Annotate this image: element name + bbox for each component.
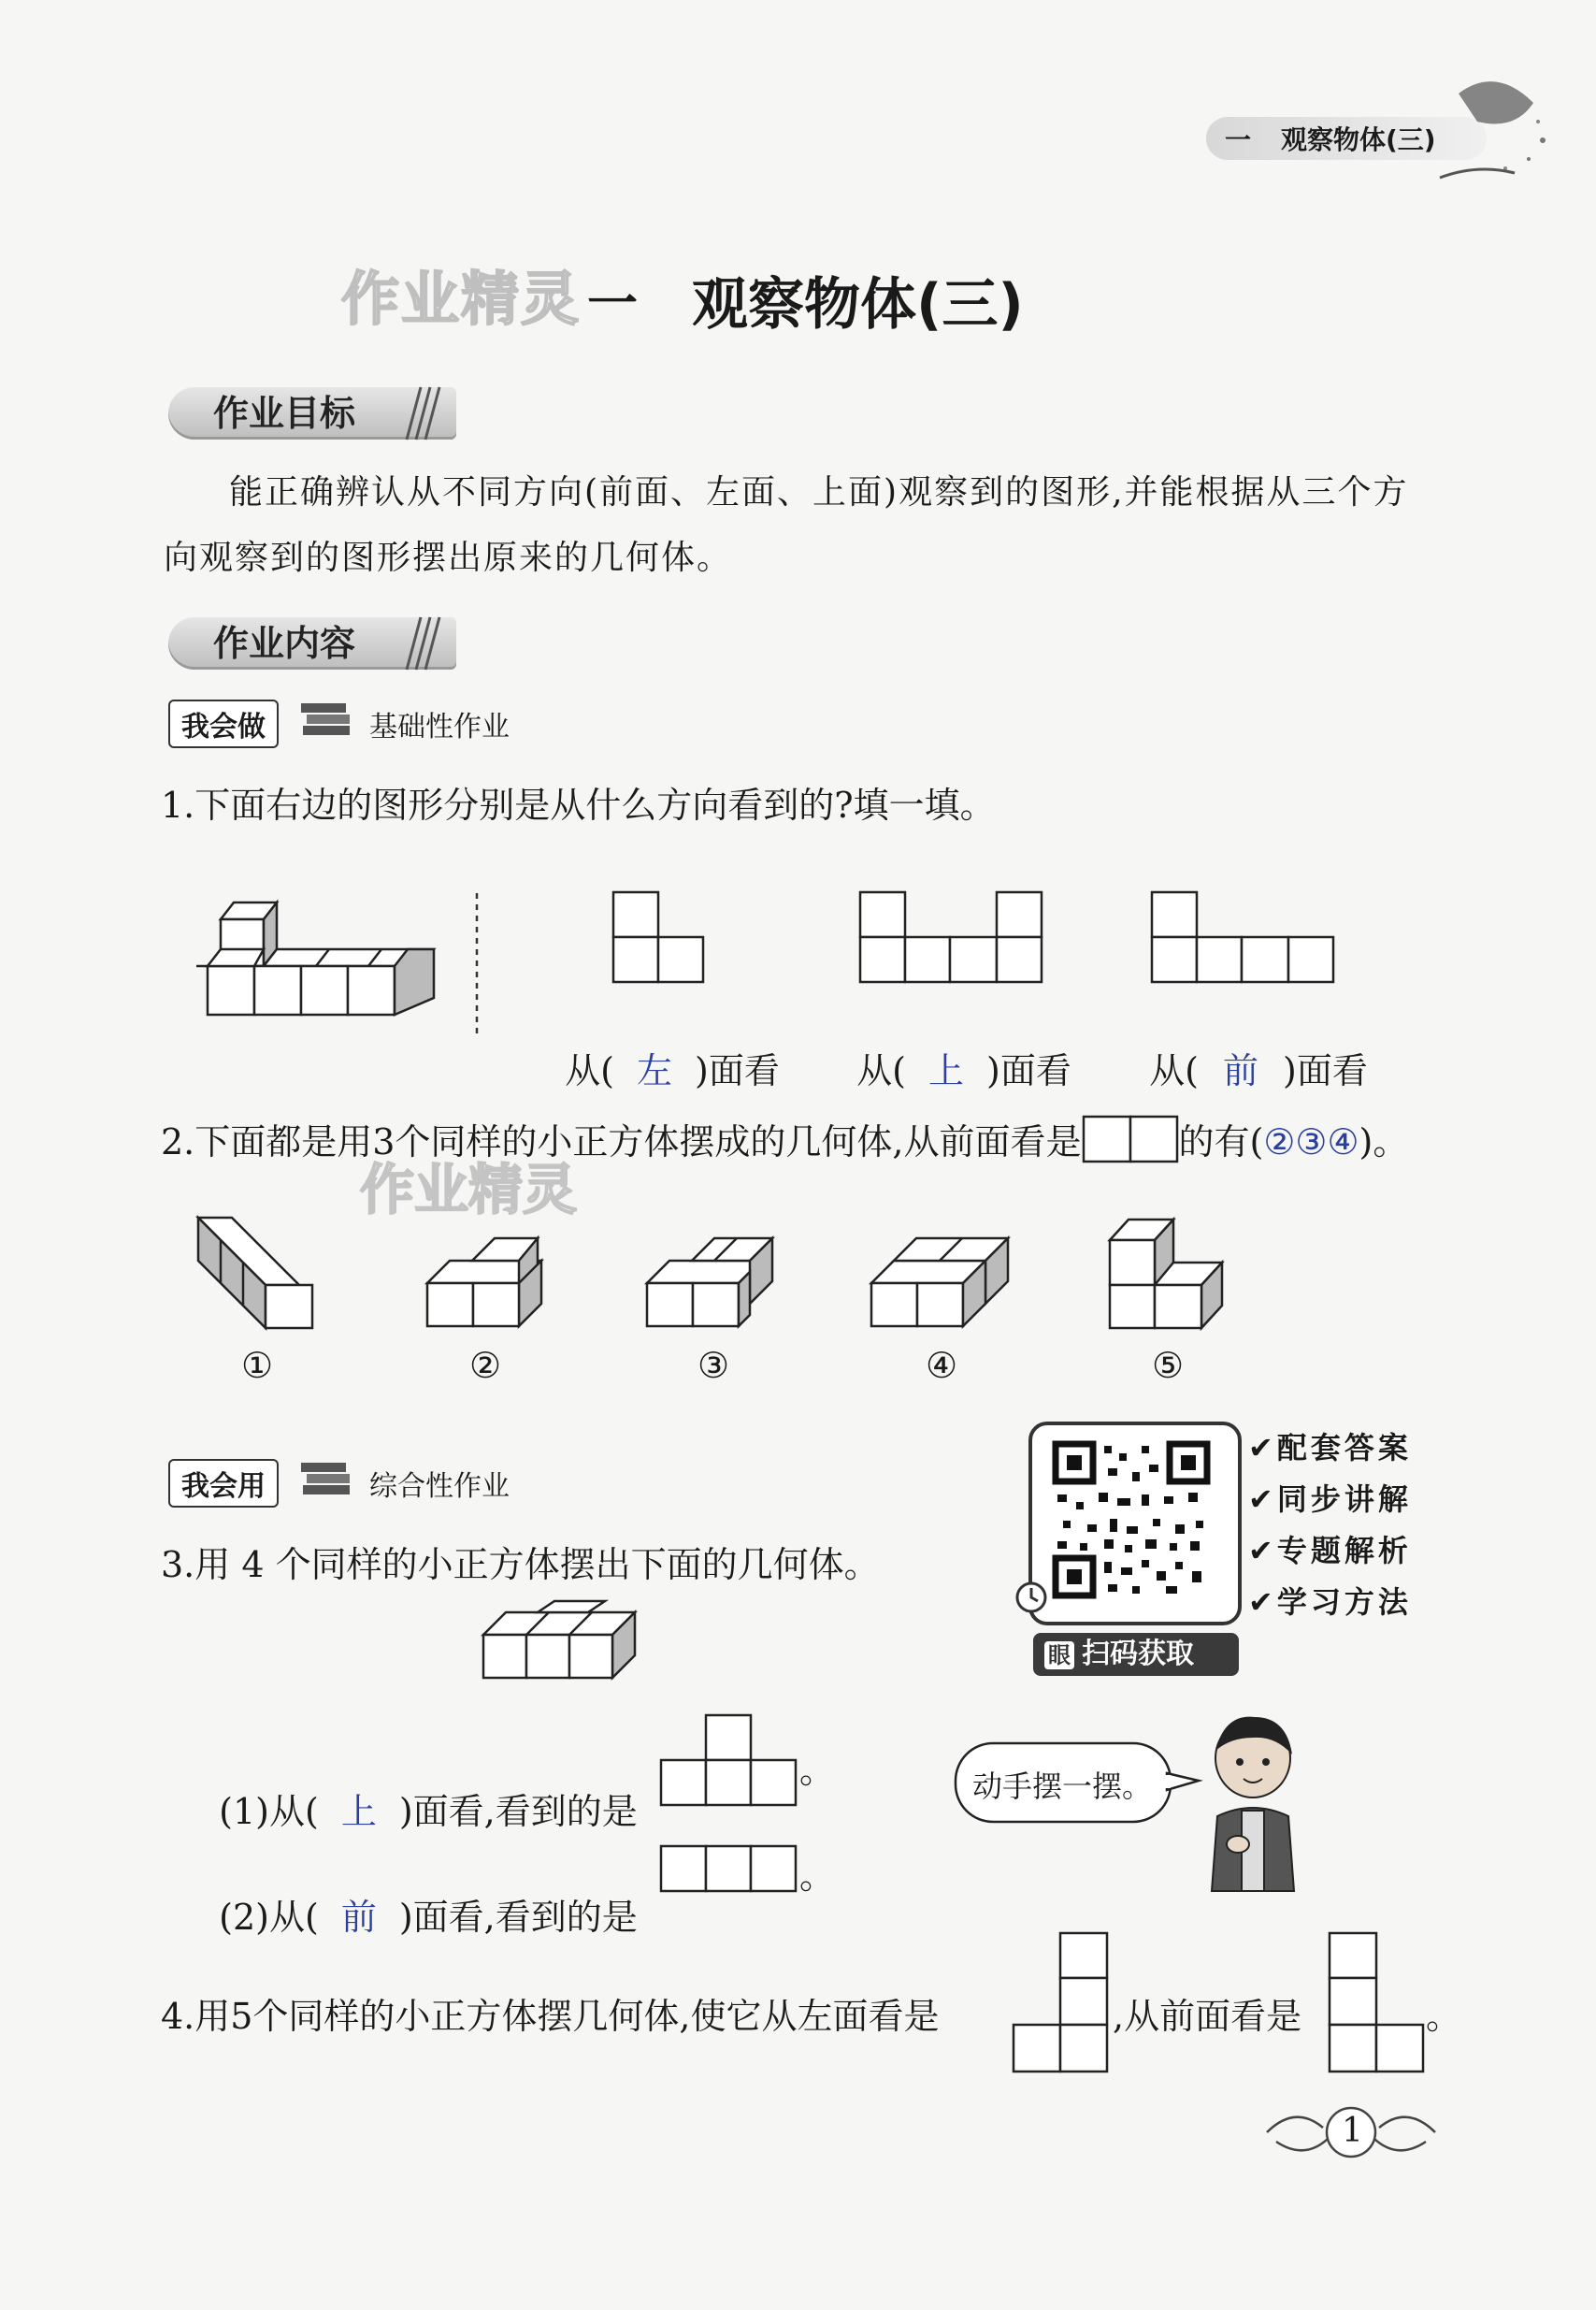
q1-item-3 [1127, 1001, 1368, 1093]
q1-divider [475, 893, 479, 1033]
comp-tag: 我会用 [168, 1459, 279, 1508]
q2-prompt-pre: 2.下面都是用3个同样的小正方体摆成的几何体,从前面看是 [161, 1121, 1082, 1162]
check-icon: ✔ [1248, 1533, 1277, 1568]
basic-tag: 我会做 [168, 700, 279, 748]
qr-feature-1-label: 配套答案 [1276, 1430, 1412, 1465]
qr-feature-2-label: 同步讲解 [1276, 1481, 1412, 1517]
speech-bubble-text: 动手摆一摆。 [972, 1769, 1153, 1804]
q1-view-left [611, 890, 705, 984]
basic-label: 基础性作业 [369, 711, 510, 744]
q3-part1-period: 。 [799, 1750, 836, 1791]
q3-part1-post: )面看,看到的是 [398, 1791, 638, 1832]
goal-heading-stripes [402, 387, 439, 440]
qr-feature-4 [1248, 1579, 1412, 1622]
q1-view-top [858, 890, 1045, 984]
qr-button-label: 扫码获取 [1082, 1638, 1194, 1670]
qr-feature-3 [1248, 1527, 1412, 1570]
q1-solid-figure [196, 893, 439, 1043]
q1-item-1 [542, 1001, 780, 1093]
chapter-title: 观察物体(三) [692, 272, 1024, 338]
q2-prompt-end: )。 [1359, 1121, 1409, 1162]
qr-feature-3-label: 专题解析 [1276, 1533, 1412, 1568]
q2-figure-4 [870, 1234, 1010, 1328]
q3-part2-answer[interactable]: 前 [340, 1897, 377, 1938]
q2-figure-3 [645, 1234, 776, 1328]
q3-part2-pre: (2)从( [219, 1897, 319, 1938]
check-icon: ✔ [1248, 1481, 1277, 1517]
q2-prompt [161, 1113, 1408, 1164]
check-icon: ✔ [1248, 1430, 1277, 1465]
qr-feature-1 [1248, 1424, 1412, 1467]
qr-scan-button[interactable] [1033, 1633, 1239, 1676]
q3-part2-period: 。 [799, 1855, 836, 1897]
check-icon: ✔ [1248, 1584, 1277, 1620]
q1-item-2 [834, 1001, 1071, 1093]
q3-part1-answer[interactable]: 上 [340, 1791, 377, 1832]
q1-item-3-answer[interactable]: 前 [1223, 1050, 1259, 1091]
q2-watermark: 作业精灵 [360, 1158, 578, 1221]
content-heading: 作业内容 [168, 617, 456, 670]
goal-heading: 作业目标 [168, 387, 456, 440]
books-icon-2 [299, 1459, 355, 1500]
q2-answer[interactable]: ②③④ [1263, 1121, 1359, 1162]
q1-item-1-pre: 从( [565, 1050, 614, 1091]
q2-label-1: ① [241, 1345, 274, 1386]
q4-prompt-end: 。 [1426, 1996, 1462, 2037]
q1-prompt: 1.下面右边的图形分别是从什么方向看到的?填一填。 [161, 785, 996, 826]
q4-front-view [1328, 1931, 1425, 2073]
qr-code-icon[interactable] [1052, 1440, 1211, 1599]
q3-part2 [196, 1847, 638, 1940]
goal-text-line2: 向观察到的图形摆出原来的几何体。 [164, 539, 733, 577]
header-tag-title: 观察物体(三) [1281, 124, 1436, 155]
q2-label-3: ③ [697, 1345, 730, 1386]
q1-item-2-post: )面看 [986, 1050, 1071, 1091]
q3-solid-figure [482, 1601, 650, 1695]
clock-icon [1014, 1581, 1048, 1614]
q4-left-view [1012, 1931, 1109, 2073]
books-icon [299, 700, 355, 741]
q1-view-front [1150, 890, 1337, 984]
q3-part2-post: )面看,看到的是 [398, 1897, 638, 1938]
q1-item-1-answer[interactable]: 左 [637, 1050, 673, 1091]
q3-top-view [659, 1713, 799, 1807]
q2-figure-5 [1108, 1208, 1229, 1330]
watermark: 作业精灵 [341, 265, 582, 333]
comp-label: 综合性作业 [369, 1470, 510, 1503]
q4-prompt-mid: ,从前面看是 [1113, 1996, 1302, 2037]
q2-front-view-shape [1082, 1115, 1179, 1163]
q4-prompt-pre: 4.用5个同样的小正方体摆几何体,使它从左面看是 [161, 1996, 940, 2037]
q3-part1-pre: (1)从( [219, 1791, 319, 1832]
q1-item-1-post: )面看 [695, 1050, 780, 1091]
q3-front-view [659, 1844, 799, 1895]
chapter-number: 一 [587, 274, 638, 333]
q3-part1 [196, 1741, 638, 1834]
page-number: 1 [1342, 2112, 1363, 2150]
q3-prompt: 3.用 4 个同样的小正方体摆出下面的几何体。 [161, 1544, 880, 1585]
qr-logo: 眼 [1044, 1641, 1074, 1669]
q1-item-2-pre: 从( [856, 1050, 906, 1091]
boy-illustration [1197, 1713, 1309, 1891]
q2-prompt-post: 的有( [1178, 1121, 1264, 1162]
q2-label-2: ② [469, 1345, 502, 1386]
q2-figure-2 [425, 1234, 547, 1328]
q1-item-2-answer[interactable]: 上 [928, 1050, 965, 1091]
header-tag-num: 一 [1225, 124, 1252, 155]
qr-feature-2 [1248, 1476, 1412, 1519]
content-heading-stripes [402, 617, 439, 670]
header-decoration-icon [1440, 65, 1552, 196]
goal-text-line1: 能正确辨认从不同方向(前面、左面、上面)观察到的图形,并能根据从三个方 [229, 473, 1409, 512]
q1-item-3-pre: 从( [1149, 1050, 1199, 1091]
q1-item-3-post: )面看 [1283, 1050, 1368, 1091]
q2-label-4: ④ [926, 1345, 958, 1386]
q2-figure-1 [196, 1216, 318, 1328]
q2-label-5: ⑤ [1152, 1345, 1185, 1386]
qr-feature-4-label: 学习方法 [1276, 1584, 1412, 1620]
